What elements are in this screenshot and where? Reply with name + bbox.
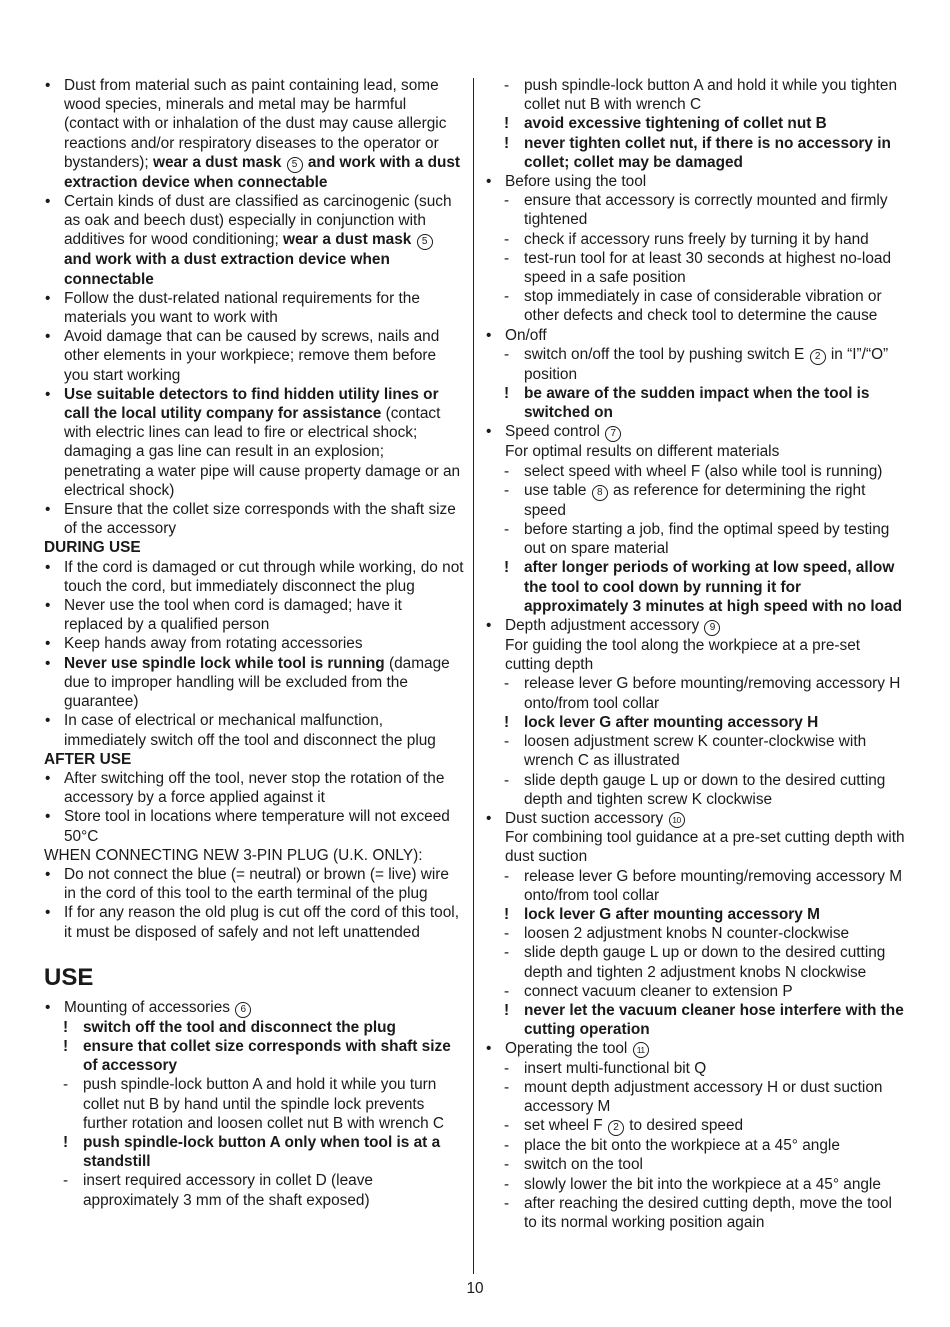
list-item	[44, 596, 464, 634]
bang-marker: !	[504, 559, 510, 577]
text-run: lock lever G after mounting accessory H	[524, 713, 819, 731]
bullet-marker: •	[45, 193, 51, 211]
text-run: wear a dust mask	[152, 153, 286, 171]
paragraph	[485, 442, 907, 461]
list-item	[485, 172, 907, 191]
dash-marker: -	[504, 675, 510, 693]
text-run: release lever G before mounting/removing accessory M onto/from tool collar	[524, 867, 903, 904]
bullet-marker: •	[45, 808, 51, 826]
text-run: Keep hands away from rotating accessories	[64, 635, 363, 653]
step-item	[485, 732, 907, 770]
bullet-marker: •	[45, 998, 51, 1016]
warning-item	[485, 713, 907, 732]
warning-item	[485, 1001, 907, 1039]
text-run: Ensure that the collet size corresponds with the shaft size of the accessory	[64, 501, 456, 538]
step-item	[44, 1171, 464, 1209]
step-item	[485, 1194, 907, 1232]
text-run: insert required accessory in collet D (leave approximately 3 mm of the shaft exposed)	[83, 1172, 373, 1209]
list-item	[44, 192, 464, 289]
dash-marker: -	[504, 925, 510, 943]
text-run: mount depth adjustment accessory H or dust suction accessory M	[524, 1078, 883, 1115]
right-column	[485, 76, 907, 1232]
list-item	[44, 558, 464, 596]
text-run: DURING USE	[44, 539, 141, 557]
step-item	[44, 1075, 464, 1133]
bullet-marker: •	[45, 769, 51, 787]
bullet-marker: •	[45, 635, 51, 653]
step-item	[485, 76, 907, 114]
dash-marker: -	[504, 944, 510, 962]
list-item	[44, 76, 464, 192]
figure-reference-number: 11	[633, 1042, 649, 1058]
list-item	[44, 634, 464, 653]
bullet-marker: •	[486, 809, 492, 827]
text-run: On/off	[505, 326, 547, 344]
text-run: slide depth gauge L up or down to the desired cutting depth and tighten 2 adjustment knobs N clockwise	[524, 944, 886, 981]
dash-marker: -	[504, 521, 510, 539]
bang-marker: !	[63, 1133, 69, 1151]
warning-item	[44, 1133, 464, 1171]
text-run: release lever G before mounting/removing accessory H onto/from tool collar	[524, 675, 901, 712]
text-run: after longer periods of working at low speed, allow the tool to cool down by running it for approximately 3 minutes at high speed with no load	[524, 559, 902, 615]
text-run: Depth adjustment accessory	[505, 617, 704, 635]
text-run: push spindle-lock button A and hold it while you tighten collet nut B with wrench C	[524, 77, 898, 114]
bang-marker: !	[504, 713, 510, 731]
dash-marker: -	[504, 1117, 510, 1135]
figure-reference-number: 5	[417, 234, 433, 250]
list-item	[485, 422, 907, 442]
step-item	[485, 345, 907, 384]
text-run: before starting a job, find the optimal speed by testing out on spare material	[524, 521, 890, 558]
dash-marker: -	[504, 77, 510, 94]
text-run: Dust suction accessory	[505, 809, 668, 827]
text-run: Do not connect the blue (= neutral) or brown (= live) wire in the cord of this tool to the earth terminal of the plug	[64, 865, 449, 903]
text-run: Never use spindle lock while tool is running	[64, 654, 385, 672]
text-run: Use suitable detectors to find hidden utility lines or call the local utility company for assistance	[64, 385, 439, 423]
dash-marker: -	[504, 1156, 510, 1174]
list-item	[485, 326, 907, 345]
bullet-marker: •	[45, 77, 51, 94]
text-run: (damage due to improper handling will be excluded from the guarantee)	[64, 654, 450, 711]
text-run: After switching off the tool, never stop the rotation of the accessory by a force applied against it	[64, 769, 445, 807]
bang-marker: !	[63, 1037, 69, 1055]
dash-marker: -	[504, 249, 510, 267]
dash-marker: -	[504, 230, 510, 248]
text-run: slowly lower the bit into the workpiece at a 45° angle	[524, 1175, 881, 1193]
bullet-marker: •	[45, 712, 51, 730]
bang-marker: !	[504, 134, 510, 152]
bullet-marker: •	[45, 558, 51, 576]
text-run: insert multi-functional bit Q	[524, 1059, 707, 1077]
text-run: ensure that accessory is correctly mounted and firmly tightened	[524, 192, 888, 229]
warning-item	[485, 134, 907, 172]
bang-marker: !	[504, 1001, 510, 1019]
list-item	[485, 809, 907, 828]
subsection-heading	[44, 538, 464, 557]
step-item	[485, 520, 907, 558]
text-run: and work with a dust extraction device when connectable	[64, 251, 390, 288]
text-run: ensure that collet size corresponds with shaft size of accessory	[83, 1037, 451, 1075]
text-run: Mounting of accessories	[64, 998, 235, 1016]
list-item	[44, 500, 464, 538]
list-item	[44, 998, 464, 1018]
text-run: Before using the tool	[505, 173, 647, 191]
dash-marker: -	[63, 1076, 69, 1094]
dash-marker: -	[504, 1137, 510, 1155]
text-run: in “I”/“O” position	[524, 345, 889, 383]
text-run: never tighten collet nut, if there is no accessory in collet; collet may be damaged	[524, 134, 891, 171]
left-column	[44, 76, 464, 1210]
bullet-marker: •	[45, 865, 51, 883]
bang-marker: !	[504, 385, 510, 403]
text-run: place the bit onto the workpiece at a 45° angle	[524, 1137, 840, 1155]
text-run: push spindle-lock button A only when tool is at a standstill	[83, 1133, 441, 1171]
bang-marker: !	[504, 905, 510, 923]
text-run: set wheel F	[524, 1117, 607, 1135]
step-item	[485, 191, 907, 229]
text-run: use table	[524, 481, 591, 499]
list-item	[44, 385, 464, 500]
bullet-marker: •	[45, 654, 51, 672]
step-item	[485, 943, 907, 981]
bullet-marker: •	[486, 617, 492, 635]
text-run: If for any reason the old plug is cut off the cord of this tool, it must be disposed of safely and not left unattended	[64, 904, 459, 941]
dash-marker: -	[504, 1194, 510, 1212]
text-run: Dust from material such as paint containing lead, some wood species, minerals and metal may be harmful (contact with or inhalation of the dust may cause allergic reactions and/or respiratory diseases to the operator or bystanders);	[64, 77, 447, 171]
step-item	[485, 924, 907, 943]
text-run: For guiding the tool along the workpiece at a pre-set cutting depth	[505, 637, 861, 674]
text-run: For optimal results on different materials	[505, 443, 780, 461]
dash-marker: -	[504, 982, 510, 1000]
dash-marker: -	[63, 1172, 69, 1190]
bullet-marker: •	[45, 328, 51, 346]
bullet-marker: •	[45, 501, 51, 519]
step-item	[485, 249, 907, 287]
text-run: never let the vacuum cleaner hose interfere with the cutting operation	[524, 1001, 904, 1039]
dash-marker: -	[504, 192, 510, 210]
list-item	[485, 1039, 907, 1058]
text-run: be aware of the sudden impact when the tool is switched on	[524, 385, 870, 422]
dash-marker: -	[504, 1059, 510, 1077]
list-item	[44, 289, 464, 327]
bang-marker: !	[63, 1018, 69, 1036]
bullet-marker: •	[45, 597, 51, 615]
step-item	[485, 1059, 907, 1078]
text-run: switch on/off the tool by pushing switch E	[524, 345, 809, 363]
text-run: loosen 2 adjustment knobs N counter-clockwise	[524, 925, 850, 943]
text-run: switch on the tool	[524, 1156, 643, 1174]
text-run: to desired speed	[624, 1117, 744, 1135]
step-item	[485, 1155, 907, 1174]
list-item	[44, 807, 464, 845]
dash-marker: -	[504, 345, 510, 363]
figure-reference-number: 2	[608, 1120, 624, 1136]
figure-reference-number: 6	[235, 1002, 251, 1018]
step-item	[485, 1078, 907, 1116]
step-item	[485, 982, 907, 1001]
warning-item	[485, 905, 907, 924]
bang-marker: !	[504, 115, 510, 133]
dash-marker: -	[504, 1175, 510, 1193]
dash-marker: -	[504, 481, 510, 499]
step-item	[485, 481, 907, 520]
bullet-marker: •	[45, 289, 51, 307]
subsection-heading	[44, 750, 464, 769]
step-item	[485, 771, 907, 809]
paragraph	[485, 636, 907, 674]
text-run: slide depth gauge L up or down to the desired cutting depth and tighten screw K clockwise	[524, 771, 886, 808]
figure-reference-number: 9	[704, 620, 720, 636]
figure-reference-number: 8	[592, 485, 608, 501]
text-run: test-run tool for at least 30 seconds at highest no-load speed in a safe position	[524, 249, 892, 287]
text-run: lock lever G after mounting accessory M	[524, 905, 820, 923]
dash-marker: -	[504, 1078, 510, 1096]
figure-reference-number: 7	[605, 426, 621, 442]
text-run: after reaching the desired cutting depth, move the tool to its normal working position again	[524, 1194, 892, 1231]
list-item	[44, 769, 464, 807]
dash-marker: -	[504, 733, 510, 751]
text-run: and work with a dust extraction device when connectable	[64, 153, 461, 191]
text-run: connect vacuum cleaner to extension P	[524, 982, 793, 1000]
section-heading	[44, 964, 464, 992]
dash-marker: -	[504, 288, 510, 306]
list-item	[44, 903, 464, 941]
text-run: as reference for determining the right speed	[524, 481, 866, 519]
step-item	[485, 1116, 907, 1136]
text-run: WHEN CONNECTING NEW 3-PIN PLUG (U.K. ONLY):	[44, 846, 423, 864]
text-run: Store tool in locations where temperature will not exceed 50°C	[64, 808, 450, 845]
text-run: Avoid damage that can be caused by screws, nails and other elements in your workpiece; remove them before you start working	[64, 328, 440, 384]
warning-item	[485, 558, 907, 616]
step-item	[485, 1136, 907, 1155]
list-item	[44, 865, 464, 903]
figure-reference-number: 5	[287, 157, 303, 173]
warning-item	[485, 384, 907, 422]
text-run: loosen adjustment screw K counter-clockwise with wrench C as illustrated	[524, 733, 867, 770]
step-item	[485, 462, 907, 481]
paragraph	[44, 846, 464, 865]
text-run: AFTER USE	[44, 750, 132, 768]
dash-marker: -	[504, 771, 510, 789]
bullet-marker: •	[45, 904, 51, 922]
list-item	[44, 654, 464, 712]
text-run: Follow the dust-related national requirements for the materials you want to work with	[64, 289, 420, 327]
figure-reference-number: 10	[669, 812, 685, 828]
bullet-marker: •	[45, 385, 51, 403]
text-run: push spindle-lock button A and hold it while you turn collet nut B by hand until the spindle lock prevents further rotation and loosen collet nut B with wrench C	[83, 1076, 445, 1132]
step-item	[485, 674, 907, 712]
text-run: select speed with wheel F (also while tool is running)	[524, 462, 883, 480]
dash-marker: -	[504, 462, 510, 480]
text-run: avoid excessive tightening of collet nut B	[524, 115, 827, 133]
warning-item	[44, 1037, 464, 1075]
bullet-marker: •	[486, 1040, 492, 1058]
step-item	[485, 867, 907, 905]
text-run: Speed control	[505, 423, 605, 441]
text-run: USE	[44, 963, 94, 991]
paragraph	[485, 828, 907, 866]
page-number: 10	[466, 1280, 484, 1297]
text-run: In case of electrical or mechanical malfunction, immediately switch off the tool and disconnect the plug	[64, 712, 436, 749]
bullet-marker: •	[486, 173, 492, 191]
list-item	[485, 616, 907, 636]
text-run: wear a dust mask	[283, 231, 416, 249]
step-item	[485, 230, 907, 249]
column-divider	[473, 78, 474, 1274]
text-run: If the cord is damaged or cut through while working, do not touch the cord, but immediately disconnect the plug	[64, 558, 464, 595]
text-run: (contact with electric lines can lead to fire or electrical shock; damaging a gas line can result in an explosion; penetrating a water pipe will cause property damage or an electrical shock)	[64, 405, 461, 499]
step-item	[485, 287, 907, 325]
figure-reference-number: 2	[810, 349, 826, 365]
text-run: switch off the tool and disconnect the plug	[83, 1018, 396, 1036]
text-run: stop immediately in case of considerable vibration or other defects and check tool to determine the cause	[524, 288, 882, 325]
bullet-marker: •	[486, 326, 492, 344]
warning-item	[485, 114, 907, 133]
text-run: For combining tool guidance at a pre-set cutting depth with dust suction	[505, 829, 905, 866]
dash-marker: -	[504, 867, 510, 885]
list-item	[44, 327, 464, 385]
bullet-marker: •	[486, 423, 492, 441]
text-run: Never use the tool when cord is damaged; have it replaced by a qualified person	[64, 597, 402, 634]
warning-item	[44, 1018, 464, 1037]
step-item	[485, 1175, 907, 1194]
list-item	[44, 711, 464, 749]
text-run: Certain kinds of dust are classified as carcinogenic (such as oak and beech dust) especially in conjunction with additives for wood conditioning;	[64, 193, 452, 249]
text-run: Operating the tool	[505, 1040, 632, 1058]
text-run: check if accessory runs freely by turning it by hand	[524, 230, 869, 248]
